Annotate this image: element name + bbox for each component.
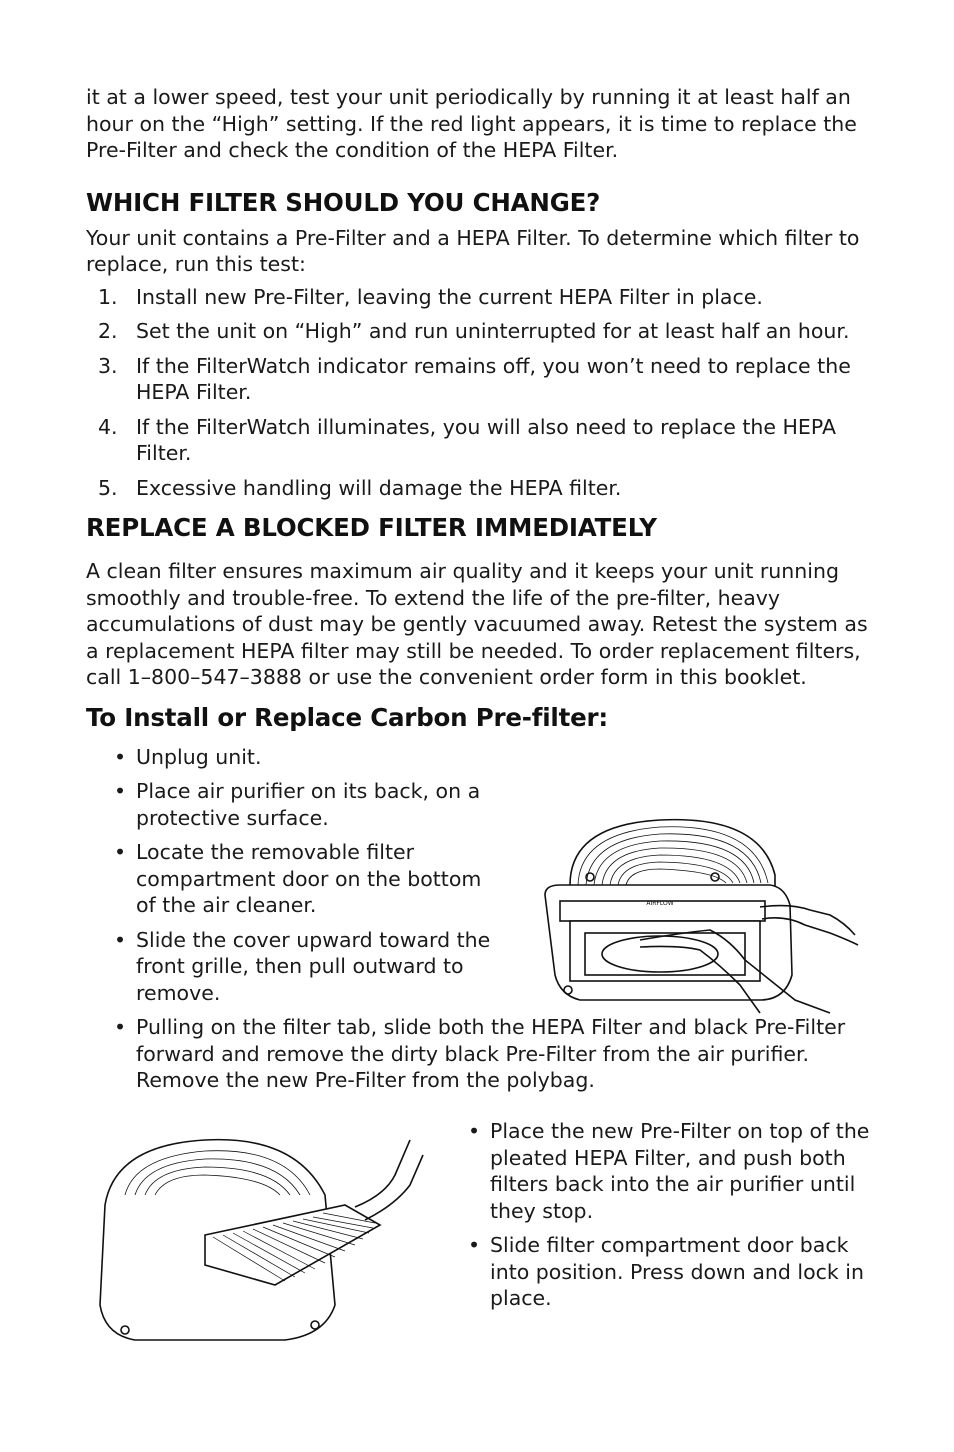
list-item: 2. Set the unit on “High” and run uninterrupted for at least half an hour.: [98, 319, 850, 343]
list-item: 3. If the FilterWatch indicator remains off, you won’t need to replace the HEPA Filter.: [98, 353, 851, 404]
list-item: • Unplug unit.: [114, 744, 262, 769]
insert-steps-list: [440, 1118, 870, 1312]
list-item: • Slide the cover upward toward the front grille, then pull outward to remove.: [114, 927, 491, 1005]
list-item: • Place air purifier on its back, on a protective surface.: [114, 779, 481, 830]
heading-replace-blocked: REPLACE A BLOCKED FILTER IMMEDIATELY: [86, 513, 657, 542]
list-item: • Locate the removable filter compartment door on the bottom of the air cleaner.: [114, 840, 482, 917]
list-item: • Place the new Pre-Filter on top of the pleated HEPA Filter, and push both filters back into the air purifier until they stop.: [468, 1119, 870, 1223]
filter-door-illustration: [530, 815, 860, 1015]
test-steps-list: [86, 284, 876, 502]
install-steps-list-wide: [86, 1014, 876, 1094]
which-filter-body: Your unit contains a Pre-Filter and a HEPA Filter. To determine which filter to replace, run this test:: [86, 225, 860, 276]
intro-paragraph: it at a lower speed, test your unit periodically by running it at least half an hour on the “High” setting. If the red light appears, it is time to replace the Pre-Filter and check the condition of the HEPA Filter.: [86, 85, 857, 162]
heading-which-filter: WHICH FILTER SHOULD YOU CHANGE?: [86, 187, 601, 217]
list-item: 4. If the FilterWatch illuminates, you will also need to replace the HEPA Filter.: [98, 414, 836, 465]
replace-blocked-body: A clean filter ensures maximum air quality and it keeps your unit running smoothly and trouble-free. To extend the life of the pre-filter, heavy accumulations of dust may be gently vacuumed away. Retest the system as a replacement HEPA filter may still be needed. To order replacement filters, call 1–800–547–3888 or use the convenient order form in this booklet.: [86, 559, 868, 689]
list-item: • Pulling on the filter tab, slide both the HEPA Filter and black Pre-Filter forward and remove the dirty black Pre-Filter from the air purifier. Remove the new Pre-Filter from the polybag.: [114, 1015, 846, 1092]
list-item: 1. Install new Pre-Filter, leaving the current HEPA Filter in place.: [98, 284, 763, 309]
list-item: 5. Excessive handling will damage the HEPA filter.: [98, 475, 622, 500]
list-item: • Slide filter compartment door back into position. Press down and lock in place.: [468, 1233, 864, 1310]
right-column-steps: [440, 1118, 870, 1320]
svg-text:AIRFLOW: AIRFLOW: [646, 900, 674, 907]
prefilter-insert-illustration: [95, 1135, 425, 1345]
heading-install-prefilter: To Install or Replace Carbon Pre-filter:: [86, 702, 609, 732]
